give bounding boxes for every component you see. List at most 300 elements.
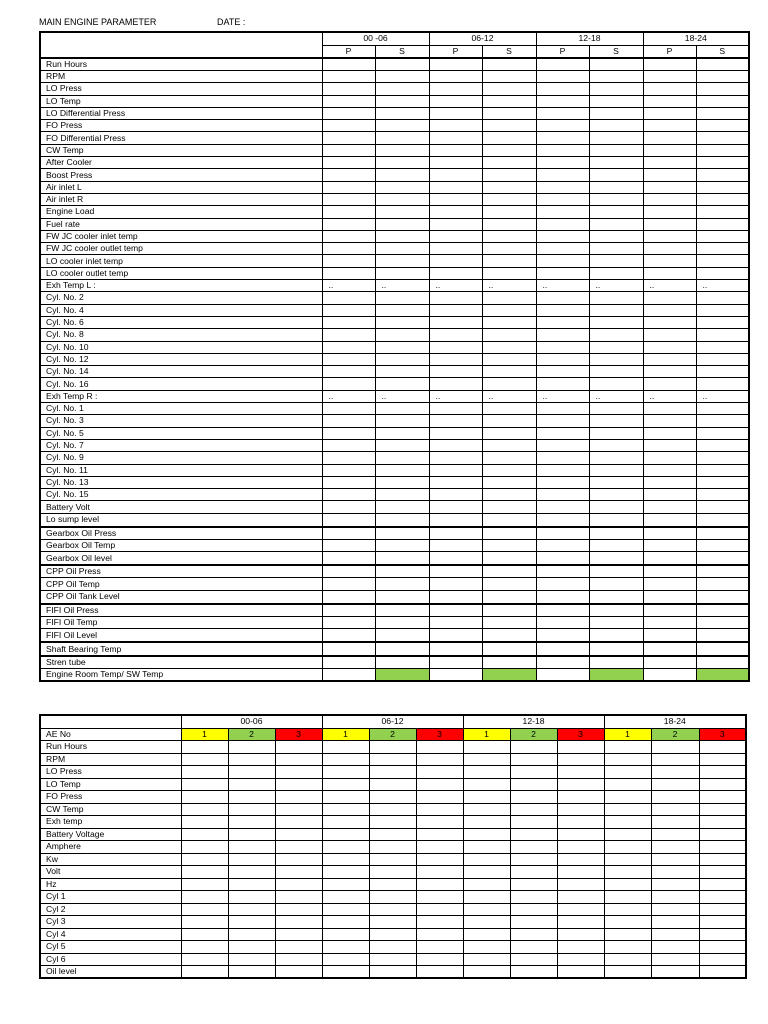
me-value-cell (429, 366, 482, 378)
me-row (40, 95, 749, 107)
ae-value-cell (322, 853, 369, 866)
me-value-cell (536, 552, 589, 566)
ae-value-cell (510, 841, 557, 854)
ae-value-cell (228, 891, 275, 904)
me-value-cell (375, 144, 429, 156)
me-sub-header: P (536, 45, 589, 58)
ae-value-cell (604, 928, 651, 941)
me-row-label: Cyl. No. 4 (40, 304, 322, 316)
ae-value-cell (369, 816, 416, 829)
ae-value-cell (557, 841, 604, 854)
me-value-cell (643, 329, 696, 341)
ae-value-cell (510, 741, 557, 754)
me-value-cell (696, 669, 749, 682)
me-value-cell (536, 669, 589, 682)
me-value-cell (536, 181, 589, 193)
me-value-cell (482, 329, 536, 341)
ae-value-cell (463, 866, 510, 879)
me-value-cell (482, 629, 536, 643)
me-value-cell (536, 71, 589, 83)
ae-value-cell (463, 841, 510, 854)
me-sub-header: P (643, 45, 696, 58)
me-value-cell (536, 218, 589, 230)
me-value-cell (589, 656, 643, 669)
ae-value-cell (699, 741, 746, 754)
ae-value-cell (322, 953, 369, 966)
ae-value-cell (604, 828, 651, 841)
me-value-cell (696, 267, 749, 279)
me-value-cell (589, 169, 643, 181)
ae-value-cell (181, 803, 228, 816)
ae-value-cell (416, 766, 463, 779)
me-value-cell (482, 353, 536, 365)
me-value-cell (643, 255, 696, 267)
me-value-cell (429, 616, 482, 628)
me-corner-cell (40, 32, 322, 58)
me-value-cell (375, 439, 429, 451)
me-value-cell (322, 193, 375, 205)
me-value-cell (429, 267, 482, 279)
me-value-cell (375, 513, 429, 527)
me-value-cell (322, 616, 375, 628)
ae-value-cell (651, 828, 699, 841)
me-value-cell (536, 58, 589, 71)
me-value-cell (322, 378, 375, 390)
me-value-cell: .. (375, 280, 429, 292)
me-value-cell: .. (696, 390, 749, 402)
ae-value-cell (275, 766, 322, 779)
ae-unit-header: 1 (604, 728, 651, 741)
ae-row-label: Run Hours (40, 741, 181, 754)
me-row (40, 255, 749, 267)
me-value-cell (643, 616, 696, 628)
me-value-cell (536, 464, 589, 476)
me-value-cell (643, 353, 696, 365)
me-value-cell (375, 476, 429, 488)
ae-row-label: Cyl 3 (40, 916, 181, 929)
ae-value-cell (181, 816, 228, 829)
ae-value-cell (557, 816, 604, 829)
me-value-cell (429, 132, 482, 144)
ae-value-cell (557, 903, 604, 916)
me-value-cell (322, 316, 375, 328)
ae-value-cell (510, 966, 557, 979)
me-value-cell (375, 230, 429, 242)
me-value-cell (696, 329, 749, 341)
ae-value-cell (228, 753, 275, 766)
me-value-cell (589, 527, 643, 540)
ae-value-cell (275, 741, 322, 754)
ae-value-cell (651, 791, 699, 804)
ae-value-cell (416, 828, 463, 841)
me-value-cell (429, 452, 482, 464)
ae-value-cell (275, 791, 322, 804)
me-row-label: CPP Oil Tank Level (40, 590, 322, 604)
ae-value-cell (228, 941, 275, 954)
me-value-cell (696, 304, 749, 316)
me-header-periods (40, 32, 749, 45)
me-value-cell (589, 616, 643, 628)
me-value-cell (429, 565, 482, 578)
me-value-cell (643, 157, 696, 169)
ae-value-cell (463, 878, 510, 891)
me-row-label: LO Press (40, 83, 322, 95)
me-row-label: Boost Press (40, 169, 322, 181)
ae-value-cell (651, 766, 699, 779)
ae-row (40, 828, 746, 841)
me-row (40, 329, 749, 341)
me-value-cell (322, 120, 375, 132)
me-value-cell (536, 193, 589, 205)
me-value-cell (429, 230, 482, 242)
me-value-cell (696, 120, 749, 132)
me-value-cell (322, 427, 375, 439)
ae-value-cell (463, 916, 510, 929)
me-value-cell (429, 578, 482, 590)
me-value-cell (643, 341, 696, 353)
ae-value-cell (651, 841, 699, 854)
ae-value-cell (369, 753, 416, 766)
me-value-cell (375, 578, 429, 590)
ae-row (40, 966, 746, 979)
ae-value-cell (463, 741, 510, 754)
me-row (40, 501, 749, 513)
ae-value-cell (651, 803, 699, 816)
ae-no-label: AE No (40, 728, 181, 741)
me-value-cell (322, 107, 375, 119)
me-row (40, 403, 749, 415)
ae-value-cell (510, 816, 557, 829)
me-row (40, 267, 749, 279)
ae-value-cell (651, 953, 699, 966)
me-row-label: LO cooler outlet temp (40, 267, 322, 279)
ae-value-cell (699, 791, 746, 804)
me-value-cell (429, 329, 482, 341)
ae-value-cell (275, 841, 322, 854)
ae-value-cell (463, 941, 510, 954)
me-row (40, 157, 749, 169)
ae-value-cell (275, 828, 322, 841)
me-row-label: Shaft Bearing Temp (40, 642, 322, 656)
me-value-cell (696, 218, 749, 230)
me-row-label: After Cooler (40, 157, 322, 169)
me-value-cell (482, 578, 536, 590)
me-value-cell (429, 527, 482, 540)
ae-value-cell (699, 778, 746, 791)
me-value-cell (643, 316, 696, 328)
me-value-cell (536, 565, 589, 578)
me-value-cell (696, 58, 749, 71)
me-value-cell (375, 452, 429, 464)
ae-value-cell (416, 816, 463, 829)
me-value-cell (536, 169, 589, 181)
me-value-cell (429, 316, 482, 328)
me-value-cell (643, 304, 696, 316)
ae-value-cell (510, 953, 557, 966)
me-row-label: FW JC cooler outlet temp (40, 243, 322, 255)
me-value-cell (482, 181, 536, 193)
me-value-cell (322, 304, 375, 316)
ae-value-cell (557, 741, 604, 754)
ae-unit-header: 3 (557, 728, 604, 741)
ae-row (40, 778, 746, 791)
ae-value-cell (228, 966, 275, 979)
me-row-label: Stren tube (40, 656, 322, 669)
me-value-cell: .. (482, 280, 536, 292)
ae-value-cell (228, 903, 275, 916)
me-row (40, 427, 749, 439)
me-row-label: Cyl. No. 2 (40, 292, 322, 304)
me-value-cell (322, 552, 375, 566)
me-value-cell (322, 157, 375, 169)
me-row-label: Air inlet R (40, 193, 322, 205)
ae-value-cell (699, 853, 746, 866)
ae-value-cell (510, 928, 557, 941)
ae-value-cell (181, 741, 228, 754)
ae-value-cell (275, 803, 322, 816)
me-value-cell (643, 527, 696, 540)
ae-value-cell (557, 803, 604, 816)
me-value-cell (482, 464, 536, 476)
me-value-cell (589, 501, 643, 513)
me-value-cell (643, 489, 696, 501)
me-value-cell (589, 181, 643, 193)
ae-value-cell (322, 803, 369, 816)
me-value-cell (643, 629, 696, 643)
me-value-cell (482, 95, 536, 107)
me-row-label: Air inlet L (40, 181, 322, 193)
me-value-cell (696, 316, 749, 328)
me-value-cell (482, 341, 536, 353)
me-row-label: FW JC cooler inlet temp (40, 230, 322, 242)
me-value-cell (375, 218, 429, 230)
me-value-cell (375, 642, 429, 656)
me-value-cell (643, 120, 696, 132)
me-value-cell (375, 501, 429, 513)
me-row (40, 169, 749, 181)
ae-value-cell (181, 866, 228, 879)
me-value-cell (482, 230, 536, 242)
me-value-cell: .. (696, 280, 749, 292)
me-value-cell (696, 552, 749, 566)
me-value-cell: .. (643, 390, 696, 402)
me-value-cell (482, 489, 536, 501)
ae-value-cell (463, 778, 510, 791)
ae-value-cell (604, 791, 651, 804)
me-value-cell (643, 464, 696, 476)
ae-value-cell (228, 816, 275, 829)
me-row-label: Exh Temp R : (40, 390, 322, 402)
ae-value-cell (463, 853, 510, 866)
me-value-cell (375, 656, 429, 669)
me-value-cell (375, 489, 429, 501)
me-value-cell (375, 255, 429, 267)
ae-value-cell (699, 766, 746, 779)
me-value-cell (429, 144, 482, 156)
me-row-label: LO Differential Press (40, 107, 322, 119)
me-value-cell (589, 629, 643, 643)
ae-value-cell (228, 878, 275, 891)
me-value-cell (375, 353, 429, 365)
me-value-cell (589, 255, 643, 267)
me-row (40, 366, 749, 378)
me-value-cell (589, 439, 643, 451)
me-value-cell (429, 292, 482, 304)
ae-value-cell (322, 866, 369, 879)
me-row (40, 513, 749, 527)
ae-value-cell (181, 853, 228, 866)
ae-value-cell (322, 878, 369, 891)
me-value-cell (482, 552, 536, 566)
me-value-cell (589, 427, 643, 439)
me-row (40, 552, 749, 566)
me-row (40, 58, 749, 71)
ae-unit-header: 1 (322, 728, 369, 741)
me-value-cell: .. (375, 390, 429, 402)
me-period-header: 12-18 (536, 32, 643, 45)
ae-value-cell (510, 866, 557, 879)
me-row (40, 642, 749, 656)
me-sub-header: S (375, 45, 429, 58)
me-value-cell (696, 565, 749, 578)
me-value-cell (429, 71, 482, 83)
me-value-cell (643, 642, 696, 656)
me-sub-header: S (696, 45, 749, 58)
me-row (40, 107, 749, 119)
me-value-cell: .. (322, 280, 375, 292)
me-value-cell (322, 169, 375, 181)
me-value-cell (696, 513, 749, 527)
me-value-cell (429, 206, 482, 218)
ae-row-label: Cyl 5 (40, 941, 181, 954)
ae-value-cell (228, 853, 275, 866)
me-row (40, 132, 749, 144)
ae-value-cell (416, 841, 463, 854)
me-value-cell (589, 95, 643, 107)
me-value-cell (589, 415, 643, 427)
me-row (40, 656, 749, 669)
me-value-cell (375, 565, 429, 578)
me-value-cell (482, 292, 536, 304)
me-value-cell (482, 316, 536, 328)
me-value-cell (643, 513, 696, 527)
me-value-cell (375, 552, 429, 566)
ae-value-cell (699, 916, 746, 929)
me-value-cell (322, 452, 375, 464)
me-row-label: LO cooler inlet temp (40, 255, 322, 267)
ae-value-cell (463, 966, 510, 979)
me-value-cell (536, 366, 589, 378)
ae-unit-header: 1 (463, 728, 510, 741)
me-value-cell (536, 501, 589, 513)
ae-value-cell (651, 853, 699, 866)
me-value-cell (589, 539, 643, 551)
me-value-cell (643, 218, 696, 230)
me-value-cell (696, 590, 749, 604)
ae-value-cell (557, 778, 604, 791)
me-value-cell (482, 58, 536, 71)
ae-value-cell (604, 841, 651, 854)
me-value-cell (589, 366, 643, 378)
me-row (40, 341, 749, 353)
me-value-cell (643, 427, 696, 439)
ae-value-cell (557, 916, 604, 929)
me-sub-header: S (589, 45, 643, 58)
me-value-cell (589, 132, 643, 144)
me-value-cell (375, 107, 429, 119)
me-value-cell: .. (536, 390, 589, 402)
me-value-cell (643, 539, 696, 551)
ae-row-label: CW Temp (40, 803, 181, 816)
ae-value-cell (510, 753, 557, 766)
me-value-cell (536, 378, 589, 390)
ae-value-cell (369, 803, 416, 816)
me-row-label: FO Press (40, 120, 322, 132)
ae-value-cell (604, 866, 651, 879)
ae-value-cell (463, 928, 510, 941)
me-value-cell (696, 206, 749, 218)
me-value-cell (643, 292, 696, 304)
me-value-cell (696, 464, 749, 476)
me-value-cell (322, 565, 375, 578)
me-value-cell (696, 292, 749, 304)
me-row-label: Cyl. No. 6 (40, 316, 322, 328)
me-value-cell (536, 527, 589, 540)
me-value-cell (696, 255, 749, 267)
ae-value-cell (463, 753, 510, 766)
me-value-cell (643, 366, 696, 378)
me-value-cell (375, 341, 429, 353)
me-row (40, 629, 749, 643)
ae-value-cell (369, 741, 416, 754)
ae-value-cell (275, 816, 322, 829)
me-value-cell (696, 157, 749, 169)
me-sub-header: P (429, 45, 482, 58)
ae-value-cell (416, 803, 463, 816)
me-value-cell (375, 527, 429, 540)
me-value-cell (696, 132, 749, 144)
ae-value-cell (463, 766, 510, 779)
me-value-cell (696, 95, 749, 107)
ae-value-cell (604, 853, 651, 866)
me-value-cell (696, 629, 749, 643)
ae-value-cell (369, 766, 416, 779)
ae-period-header: 00-06 (181, 715, 322, 728)
me-value-cell (696, 230, 749, 242)
me-value-cell (589, 292, 643, 304)
me-row (40, 604, 749, 617)
ae-value-cell (604, 753, 651, 766)
ae-row-label: Oil level (40, 966, 181, 979)
ae-value-cell (416, 966, 463, 979)
ae-value-cell (651, 928, 699, 941)
ae-period-header: 18-24 (604, 715, 746, 728)
me-value-cell (429, 590, 482, 604)
me-row-label: Cyl. No. 7 (40, 439, 322, 451)
me-value-cell (536, 329, 589, 341)
ae-unit-header: 3 (275, 728, 322, 741)
ae-value-cell (699, 841, 746, 854)
me-value-cell (589, 304, 643, 316)
me-value-cell (322, 669, 375, 682)
ae-value-cell (181, 916, 228, 929)
me-row-label: LO Temp (40, 95, 322, 107)
me-value-cell (482, 656, 536, 669)
ae-value-cell (699, 866, 746, 879)
me-period-header: 00 -06 (322, 32, 429, 45)
me-value-cell (536, 107, 589, 119)
me-value-cell (482, 218, 536, 230)
